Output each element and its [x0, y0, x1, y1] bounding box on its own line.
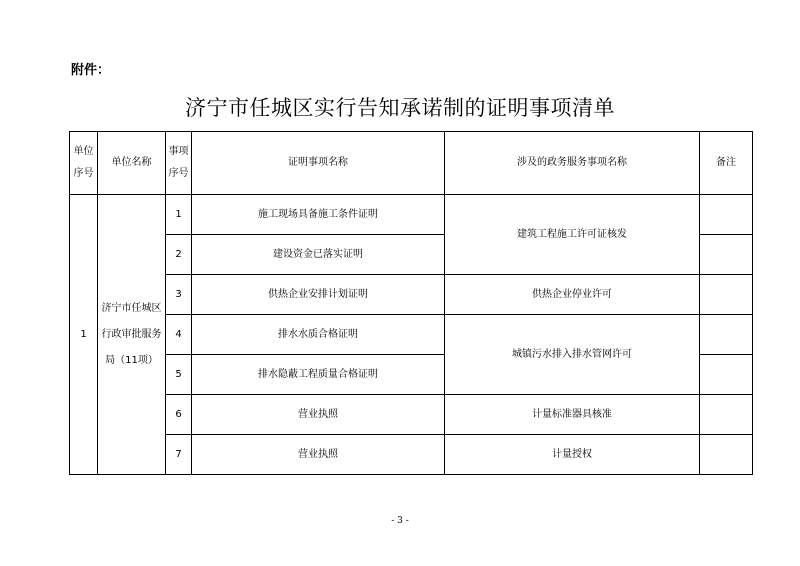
- remark-cell: [700, 315, 753, 355]
- proof-item-cell: 施工现场具备施工条件证明: [192, 195, 445, 235]
- unit-name-cell: 济宁市任城区行政审批服务局（11项）: [98, 195, 166, 475]
- header-unit-name: 单位名称: [98, 132, 166, 195]
- item-no-cell: 4: [166, 315, 192, 355]
- table-row: [70, 275, 753, 315]
- service-item-cell: 建筑工程施工许可证核发: [445, 195, 700, 275]
- table-row: [70, 195, 753, 235]
- proof-item-cell: 建设资金已落实证明: [192, 235, 445, 275]
- proof-item-cell: 排水水质合格证明: [192, 315, 445, 355]
- remark-cell: [700, 235, 753, 275]
- remark-cell: [700, 435, 753, 475]
- header-proof-item: 证明事项名称: [192, 132, 445, 195]
- table-row: [70, 435, 753, 475]
- remark-cell: [700, 195, 753, 235]
- proof-item-cell: 排水隐蔽工程质量合格证明: [192, 355, 445, 395]
- header-unit-no: 单位序号: [70, 132, 98, 195]
- header-service-item: 涉及的政务服务事项名称: [445, 132, 700, 195]
- unit-no-cell: 1: [70, 195, 98, 475]
- item-no-cell: 2: [166, 235, 192, 275]
- document-title: 济宁市任城区实行告知承诺制的证明事项清单: [185, 96, 615, 120]
- service-item-cell: 计量标准器具核准: [445, 395, 700, 435]
- table-row: [70, 315, 753, 355]
- item-no-cell: 7: [166, 435, 192, 475]
- table-row: [70, 395, 753, 435]
- remark-cell: [700, 275, 753, 315]
- proof-item-cell: 供热企业安排计划证明: [192, 275, 445, 315]
- header-remark: 备注: [700, 132, 753, 195]
- proof-items-table: [69, 131, 753, 475]
- proof-item-cell: 营业执照: [192, 395, 445, 435]
- item-no-cell: 3: [166, 275, 192, 315]
- item-no-cell: 1: [166, 195, 192, 235]
- remark-cell: [700, 355, 753, 395]
- proof-item-cell: 营业执照: [192, 435, 445, 475]
- service-item-cell: 城镇污水排入排水管网许可: [445, 315, 700, 395]
- remark-cell: [700, 395, 753, 435]
- service-item-cell: 计量授权: [445, 435, 700, 475]
- attachment-label: 附件：: [71, 63, 111, 78]
- item-no-cell: 6: [166, 395, 192, 435]
- table-header-row: [70, 132, 753, 195]
- page-number: - 3 -: [391, 516, 409, 526]
- header-item-no: 事项序号: [166, 132, 192, 195]
- item-no-cell: 5: [166, 355, 192, 395]
- service-item-cell: 供热企业停业许可: [445, 275, 700, 315]
